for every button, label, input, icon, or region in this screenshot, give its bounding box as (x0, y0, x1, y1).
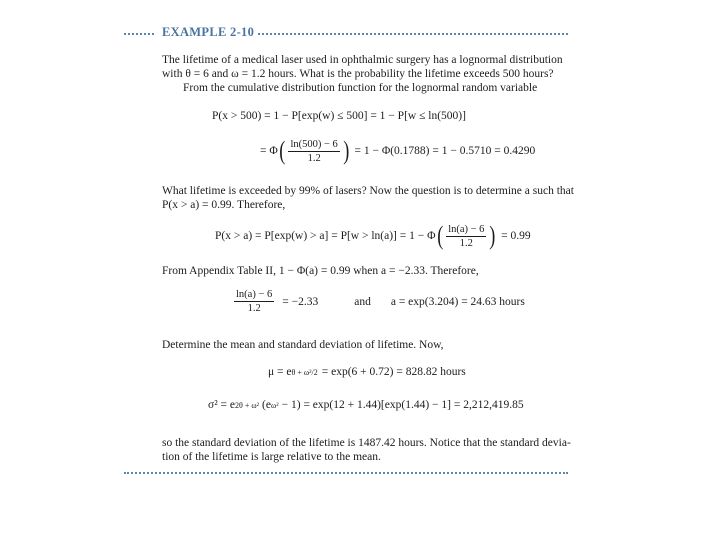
equation-3-fraction (446, 224, 486, 249)
equation-5-exponent: θ + ω²/2 (291, 367, 318, 377)
equation-2-denominator: 1.2 (307, 152, 321, 164)
header-dotted-rule-left (124, 33, 154, 35)
equation-2-suffix: = 1 − Φ(0.1788) = 1 − 0.5710 = 0.4290 (354, 145, 536, 157)
equation-2-prefix: = Φ (260, 145, 278, 157)
equation-prob-exceeds-500 (212, 110, 466, 122)
left-paren: ( (279, 136, 286, 165)
conclusion-line-1: so the standard deviation of the lifetime is 1487.42 hours. Notice that the standard devia- (162, 437, 571, 449)
appendix-line: From Appendix Table II, 1 − Φ(a) = 0.99 when a = −2.33. Therefore, (162, 265, 479, 277)
equation-5-left: μ = e (268, 366, 292, 378)
equation-6-left: σ² = e (208, 399, 235, 411)
intro-line-1: The lifetime of a medical laser used in ophthalmic surgery has a lognormal distribution (162, 54, 563, 66)
equation-6-mid: (e (262, 399, 271, 411)
equation-5-right: = exp(6 + 0.72) = 828.82 hours (321, 366, 466, 378)
conclusion-line-2: tion of the lifetime is large relative to the mean. (162, 451, 381, 463)
equation-1-text: P(x > 500) = 1 − P[exp(w) ≤ 500] = 1 − P[w ≤ ln(500)] (212, 110, 466, 122)
equation-4-denominator: 1.2 (247, 303, 261, 314)
equation-3-suffix: = 0.99 (501, 230, 531, 242)
equation-lifetime-99 (215, 223, 531, 249)
footer-dotted-rule (124, 472, 568, 474)
equation-6-exponent: 2θ + ω² (235, 400, 260, 410)
equation-variance (208, 399, 524, 411)
equation-phi-evaluation (260, 138, 535, 164)
mean-intro-line: Determine the mean and standard deviation of lifetime. Now, (162, 339, 444, 351)
intro-line-2: with θ = 6 and ω = 1.2 hours. What is the probability the lifetime exceeds 500 hours? (162, 68, 554, 80)
equation-4-fraction (234, 289, 274, 314)
left-paren: ( (436, 221, 443, 250)
question-line-2: P(x > a) = 0.99. Therefore, (162, 199, 286, 211)
equation-4-right: a = exp(3.204) = 24.63 hours (390, 295, 525, 308)
equation-4-mid: = −2.33 (282, 295, 319, 308)
equation-6-exponent-2: ω² (270, 400, 279, 410)
equation-3-prefix: P(x > a) = P[exp(w) > a] = P[w > ln(a)] = 1 − Φ (215, 230, 436, 242)
equation-3-denominator: 1.2 (459, 237, 473, 249)
example-title: EXAMPLE 2-10 (162, 25, 255, 39)
equation-2-fraction (288, 139, 339, 164)
equation-solve-a (232, 289, 525, 314)
equation-6-right: − 1) = exp(12 + 1.44)[exp(1.44) − 1] = 2,212,419.85 (281, 399, 524, 411)
equation-mean (268, 366, 466, 378)
right-paren: ) (489, 221, 496, 250)
right-paren: ) (343, 136, 350, 165)
equation-3-numerator: ln(a) − 6 (448, 223, 485, 235)
equation-4-numerator: ln(a) − 6 (236, 289, 273, 300)
question-line-1: What lifetime is exceeded by 99% of lasers? Now the question is to determine a such that (162, 185, 574, 197)
header-dotted-rule-right (258, 33, 568, 35)
intro-line-3: From the cumulative distribution function for the lognormal random variable (183, 82, 538, 94)
equation-2-numerator: ln(500) − 6 (290, 138, 338, 150)
equation-4-and: and (354, 295, 371, 308)
